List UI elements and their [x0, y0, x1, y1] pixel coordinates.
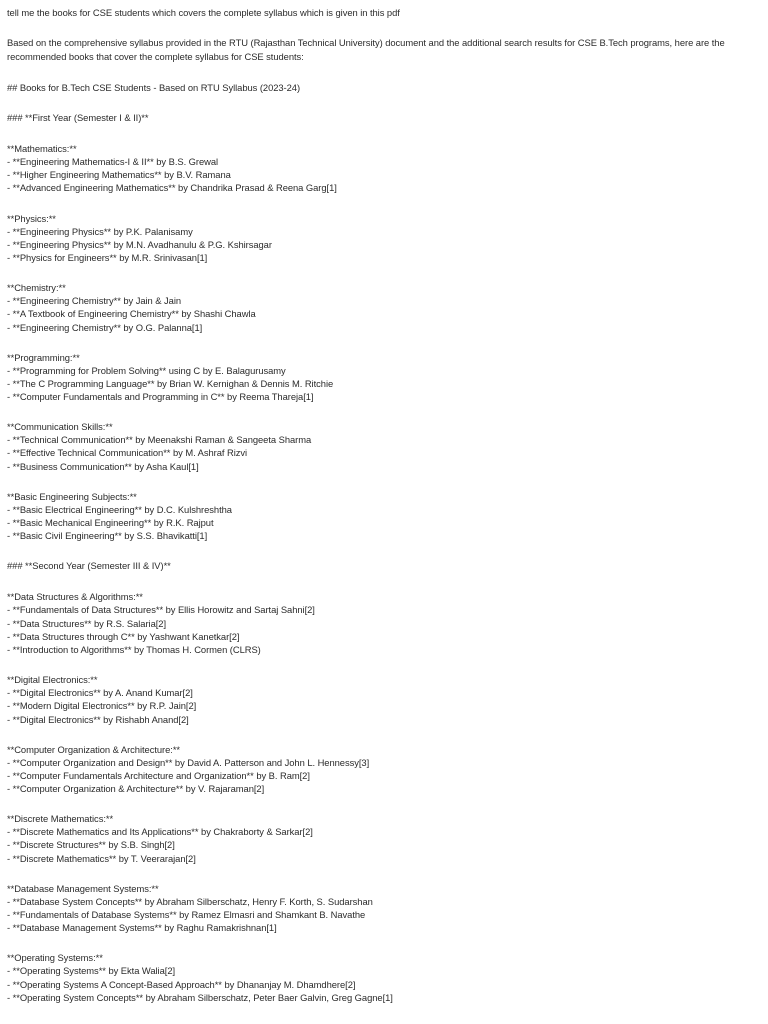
book-item: - **Data Structures through C** by Yashwant Kanetkar[2] — [7, 630, 240, 642]
section-programming — [7, 351, 762, 404]
section-title: **Digital Electronics:** — [7, 674, 98, 686]
section-title: **Operating Systems:** — [7, 952, 103, 964]
book-item: - **Engineering Physics** by M.N. Avadhanulu & P.G. Kshirsagar — [7, 238, 272, 250]
section-chemistry — [7, 281, 762, 334]
book-item: - **Higher Engineering Mathematics** by B.V. Ramana — [7, 169, 231, 181]
book-item: - **Physics for Engineers** by M.R. Srinivasan[1] — [7, 251, 208, 263]
year-block-first — [7, 111, 762, 542]
user-prompt: tell me the books for CSE students which covers the complete syllabus which is given in this pdf — [7, 7, 400, 18]
section-title: **Basic Engineering Subjects:** — [7, 490, 137, 502]
book-item: - **Database System Concepts** by Abraham Silberschatz, Henry F. Korth, S. Sudarshan — [7, 895, 373, 907]
book-item: - **Database Management Systems** by Raghu Ramakrishnan[1] — [7, 922, 277, 934]
response-intro: Based on the comprehensive syllabus provided in the RTU (Rajasthan Technical University) document and the additional search results for CSE B.Tech programs, here are the recommended books that cover the complete syllabus for CSE students: — [7, 37, 725, 62]
book-item: - **Basic Electrical Engineering** by D.C. Kulshreshtha — [7, 503, 232, 515]
book-item: - **Business Communication** by Asha Kaul[1] — [7, 460, 199, 472]
book-item: - **Operating Systems** by Ekta Walia[2] — [7, 965, 176, 977]
book-item: - **Discrete Structures** by S.B. Singh[2] — [7, 839, 175, 851]
section-title: **Mathematics:** — [7, 143, 77, 154]
book-item: - **Operating Systems A Concept-Based Approach** by Dhananjay M. Dhamdhere[2] — [7, 978, 356, 990]
section-data-structures — [7, 590, 762, 656]
book-item: - **Discrete Mathematics** by T. Veerarajan[2] — [7, 852, 196, 864]
section-dbms — [7, 882, 762, 935]
book-item: - **Advanced Engineering Mathematics** by Chandrika Prasad & Reena Garg[1] — [7, 182, 337, 194]
year-heading: ### **Second Year (Semester III & IV)** — [7, 560, 171, 572]
section-title: **Programming:** — [7, 351, 80, 363]
book-item: - **Computer Fundamentals and Programming in C** by Reema Thareja[1] — [7, 391, 314, 403]
book-item: - **Engineering Chemistry** by O.G. Palanna[1] — [7, 321, 203, 333]
section-digital-electronics — [7, 673, 762, 726]
book-item: - **Basic Civil Engineering** by S.S. Bhavikatti[1] — [7, 530, 208, 542]
year-heading: ### **First Year (Semester I & II)** — [7, 112, 149, 123]
book-item: - **Fundamentals of Database Systems** by Ramez Elmasri and Shamkant B. Navathe — [7, 909, 366, 920]
book-item: - **Engineering Mathematics-I & II** by B.S. Grewal — [7, 156, 219, 167]
section-mathematics — [7, 142, 762, 195]
section-operating-systems — [7, 951, 762, 1004]
book-item: - **Engineering Physics** by P.K. Palanisamy — [7, 225, 193, 237]
book-item: - **Computer Organization and Design** by David A. Patterson and John L. Hennessy[3] — [7, 756, 370, 768]
section-physics — [7, 212, 762, 265]
section-title: **Computer Organization & Architecture:** — [7, 743, 181, 755]
book-item: - **The C Programming Language** by Brian W. Kernighan & Dennis M. Ritchie — [7, 377, 334, 389]
section-title: **Chemistry:** — [7, 282, 66, 294]
book-item: - **Computer Fundamentals Architecture and Organization** by B. Ram[2] — [7, 769, 310, 781]
section-title: **Discrete Mathematics:** — [7, 813, 114, 825]
year-block-second — [7, 559, 762, 1004]
section-title: **Communication Skills:** — [7, 421, 113, 433]
book-item: - **Operating System Concepts** by Abraham Silberschatz, Peter Baer Galvin, Greg Gagne[1] — [7, 991, 393, 1003]
main-heading: ## Books for B.Tech CSE Students - Based on RTU Syllabus (2023-24) — [7, 82, 301, 93]
section-title: **Database Management Systems:** — [7, 882, 159, 894]
book-item: - **Effective Technical Communication** by M. Ashraf Rizvi — [7, 447, 248, 459]
section-title: **Physics:** — [7, 212, 56, 224]
section-discrete-mathematics — [7, 812, 762, 865]
book-item: - **Data Structures** by R.S. Salaria[2] — [7, 617, 167, 629]
book-item: - **Modern Digital Electronics** by R.P. Jain[2] — [7, 700, 197, 712]
book-item: - **Discrete Mathematics and Its Applications** by Chakraborty & Sarkar[2] — [7, 826, 313, 838]
book-item: - **Basic Mechanical Engineering** by R.K. Rajput — [7, 517, 214, 528]
section-computer-organization — [7, 743, 762, 796]
section-basic-engineering — [7, 490, 762, 543]
book-item: - **Computer Organization & Architecture** by V. Rajaraman[2] — [7, 783, 265, 795]
book-item: - **Digital Electronics** by A. Anand Kumar[2] — [7, 687, 193, 699]
book-item: - **Digital Electronics** by Rishabh Anand[2] — [7, 713, 189, 725]
section-communication-skills — [7, 420, 762, 473]
book-item: - **Technical Communication** by Meenakshi Raman & Sangeeta Sharma — [7, 434, 312, 446]
book-item: - **Programming for Problem Solving** using C by E. Balagurusamy — [7, 364, 286, 376]
book-item: - **Engineering Chemistry** by Jain & Jain — [7, 295, 182, 307]
section-title: **Data Structures & Algorithms:** — [7, 591, 143, 603]
book-item: - **Introduction to Algorithms** by Thomas H. Cormen (CLRS) — [7, 643, 261, 655]
book-item: - **Fundamentals of Data Structures** by Ellis Horowitz and Sartaj Sahni[2] — [7, 604, 315, 616]
book-item: - **A Textbook of Engineering Chemistry** by Shashi Chawla — [7, 308, 256, 320]
